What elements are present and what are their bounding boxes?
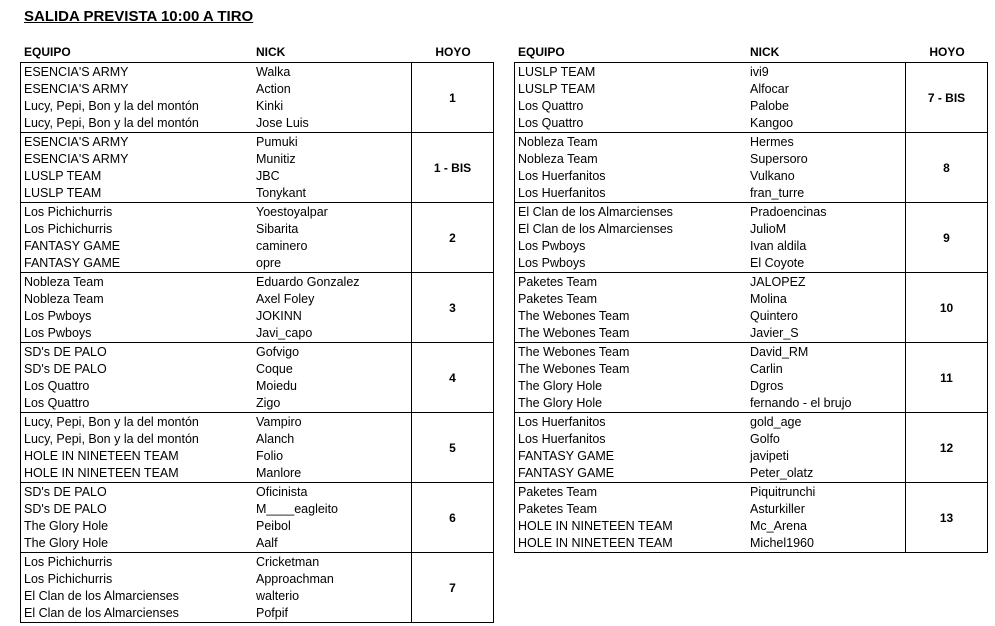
hole-number: 10	[939, 300, 954, 315]
player-row	[21, 98, 411, 115]
hole-number: 2	[449, 230, 456, 245]
team-name: Lucy, Pepi, Bon y la del montón	[24, 116, 199, 130]
player-nick: Javi_capo	[256, 326, 313, 340]
team-name: SD's DE PALO	[24, 345, 107, 359]
player-row	[515, 255, 905, 272]
player-list	[515, 483, 906, 552]
player-nick: JALOPEZ	[750, 275, 806, 289]
team-name: Los Quattro	[24, 396, 90, 410]
player-list	[515, 203, 906, 272]
player-nick: Asturkiller	[750, 502, 805, 516]
player-nick: Alanch	[256, 432, 295, 446]
team-name: The Webones Team	[518, 326, 630, 340]
hole-number: 5	[449, 440, 456, 455]
team-name: LUSLP TEAM	[24, 186, 102, 200]
player-row	[21, 81, 411, 98]
player-row	[21, 361, 411, 378]
team-name: El Clan de los Almarcienses	[24, 589, 179, 603]
player-row	[21, 221, 411, 238]
player-nick: Eduardo Gonzalez	[256, 275, 360, 289]
team-name: FANTASY GAME	[518, 466, 615, 480]
player-nick: Michel1960	[750, 536, 814, 550]
team-name: Nobleza Team	[518, 135, 598, 149]
player-row	[515, 81, 905, 98]
player-nick: Vulkano	[750, 169, 795, 183]
player-nick: M____eagleito	[256, 502, 339, 516]
player-nick: El Coyote	[750, 256, 805, 270]
team-name: Nobleza Team	[518, 152, 598, 166]
player-row	[21, 571, 411, 588]
player-row	[515, 134, 905, 151]
player-nick: Pofpif	[256, 606, 288, 620]
player-nick: fernando - el brujo	[750, 396, 852, 410]
team-name: HOLE IN NINETEEN TEAM	[518, 536, 673, 550]
player-nick: Manlore	[256, 466, 302, 480]
player-list	[21, 483, 412, 552]
tee-group	[20, 202, 494, 273]
player-nick: Javier_S	[750, 326, 799, 340]
player-row	[515, 361, 905, 378]
player-row	[21, 134, 411, 151]
player-row	[515, 221, 905, 238]
player-row	[21, 501, 411, 518]
player-row	[21, 115, 411, 132]
player-nick: Aalf	[256, 536, 278, 550]
team-name: El Clan de los Almarcienses	[518, 222, 673, 236]
player-nick: Carlin	[750, 362, 783, 376]
team-name: HOLE IN NINETEEN TEAM	[518, 519, 673, 533]
player-list	[515, 63, 906, 132]
player-row	[21, 378, 411, 395]
player-row	[515, 185, 905, 202]
player-row	[515, 378, 905, 395]
player-row	[515, 448, 905, 465]
player-nick: javipeti	[750, 449, 789, 463]
player-row	[515, 98, 905, 115]
player-row	[515, 115, 905, 132]
player-nick: Walka	[256, 65, 291, 79]
player-nick: Mc_Arena	[750, 519, 807, 533]
team-name: FANTASY GAME	[518, 449, 615, 463]
player-nick: Gofvigo	[256, 345, 300, 359]
player-row	[21, 204, 411, 221]
team-name: El Clan de los Almarcienses	[24, 606, 179, 620]
team-name: Paketes Team	[518, 292, 597, 306]
player-row	[21, 344, 411, 361]
player-nick: JulioM	[750, 222, 787, 236]
player-nick: Hermes	[750, 135, 794, 149]
player-row	[21, 168, 411, 185]
player-nick: Golfo	[750, 432, 780, 446]
hole-number: 4	[449, 370, 456, 385]
team-name: Paketes Team	[518, 502, 597, 516]
team-name: HOLE IN NINETEEN TEAM	[24, 466, 179, 480]
player-row	[21, 274, 411, 291]
player-row	[21, 465, 411, 482]
team-name: Los Pichichurris	[24, 205, 113, 219]
team-name: Los Quattro	[518, 99, 584, 113]
player-nick: Piquitrunchi	[750, 485, 816, 499]
player-nick: David_RM	[750, 345, 809, 359]
player-nick: Moiedu	[256, 379, 297, 393]
right-column	[514, 45, 988, 553]
player-row	[515, 291, 905, 308]
player-nick: Oficinista	[256, 485, 308, 499]
team-name: Los Pichichurris	[24, 222, 113, 236]
header-hole: HOYO	[929, 45, 965, 59]
player-nick: Coque	[256, 362, 293, 376]
team-name: LUSLP TEAM	[24, 169, 102, 183]
page-title: SALIDA PREVISTA 10:00 A TIRO	[24, 8, 254, 25]
team-name: LUSLP TEAM	[518, 65, 596, 79]
team-name: Los Pichichurris	[24, 572, 113, 586]
hole-number: 8	[943, 160, 950, 175]
player-nick: Palobe	[750, 99, 789, 113]
team-name: Paketes Team	[518, 485, 597, 499]
player-nick: JOKINN	[256, 309, 302, 323]
player-row	[21, 325, 411, 342]
player-row	[21, 605, 411, 622]
player-nick: Axel Foley	[256, 292, 315, 306]
team-name: Los Huerfanitos	[518, 169, 606, 183]
team-name: Lucy, Pepi, Bon y la del montón	[24, 432, 199, 446]
group-list	[20, 62, 494, 623]
player-nick: Vampiro	[256, 415, 302, 429]
hole-number: 1	[449, 90, 456, 105]
player-nick: Kinki	[256, 99, 284, 113]
tee-group	[514, 482, 988, 553]
player-nick: Peter_olatz	[750, 466, 814, 480]
player-row	[515, 274, 905, 291]
player-nick: Dgros	[750, 379, 784, 393]
group-list	[514, 62, 988, 553]
player-row	[21, 588, 411, 605]
player-list	[21, 133, 412, 202]
team-name: The Webones Team	[518, 309, 630, 323]
player-nick: Action	[256, 82, 291, 96]
team-name: ESENCIA'S ARMY	[24, 82, 129, 96]
tee-group	[514, 62, 988, 133]
team-name: ESENCIA'S ARMY	[24, 135, 129, 149]
player-nick: Quintero	[750, 309, 798, 323]
team-name: Los Huerfanitos	[518, 415, 606, 429]
hole-number: 3	[449, 300, 456, 315]
team-name: Los Huerfanitos	[518, 432, 606, 446]
hole-number: 12	[939, 440, 954, 455]
player-row	[515, 64, 905, 81]
player-row	[21, 291, 411, 308]
hole-number: 6	[449, 510, 456, 525]
team-name: The Glory Hole	[24, 519, 109, 533]
player-nick: Yoestoyalpar	[256, 205, 328, 219]
team-name: Nobleza Team	[24, 275, 104, 289]
player-row	[21, 535, 411, 552]
team-name: Los Pichichurris	[24, 555, 113, 569]
column-headers	[20, 45, 494, 62]
player-list	[21, 413, 412, 482]
team-name: Lucy, Pepi, Bon y la del montón	[24, 415, 199, 429]
player-row	[515, 465, 905, 482]
team-name: LUSLP TEAM	[518, 82, 596, 96]
team-name: FANTASY GAME	[24, 256, 121, 270]
header-team: EQUIPO	[24, 45, 71, 59]
tee-group	[20, 272, 494, 343]
tee-group	[20, 132, 494, 203]
team-name: The Webones Team	[518, 362, 630, 376]
player-list	[21, 203, 412, 272]
player-row	[21, 518, 411, 535]
player-nick: Tonykant	[256, 186, 307, 200]
player-row	[21, 431, 411, 448]
player-list	[515, 133, 906, 202]
player-row	[515, 151, 905, 168]
player-row	[515, 344, 905, 361]
player-row	[21, 554, 411, 571]
team-name: Los Pwboys	[518, 239, 586, 253]
player-nick: Munitiz	[256, 152, 296, 166]
hole-number: 1 - BIS	[433, 160, 472, 175]
tee-group	[20, 342, 494, 413]
player-nick: Sibarita	[256, 222, 299, 236]
player-row	[515, 238, 905, 255]
player-row	[515, 395, 905, 412]
hole-number: 13	[939, 510, 954, 525]
tee-group	[20, 412, 494, 483]
player-nick: Pradoencinas	[750, 205, 827, 219]
team-name: Los Pwboys	[24, 309, 92, 323]
tee-group	[20, 482, 494, 553]
player-nick: Approachman	[256, 572, 334, 586]
team-name: El Clan de los Almarcienses	[518, 205, 673, 219]
team-name: The Glory Hole	[518, 379, 603, 393]
player-row	[21, 255, 411, 272]
player-list	[21, 553, 412, 622]
player-row	[21, 414, 411, 431]
hole-number: 7 - BIS	[927, 90, 966, 105]
player-row	[21, 185, 411, 202]
player-list	[21, 63, 412, 132]
team-name: Los Pwboys	[24, 326, 92, 340]
team-name: Los Pwboys	[518, 256, 586, 270]
tee-group	[514, 412, 988, 483]
player-row	[515, 535, 905, 552]
player-nick: Jose Luis	[256, 116, 309, 130]
player-row	[515, 414, 905, 431]
player-row	[21, 395, 411, 412]
player-row	[515, 325, 905, 342]
player-nick: Zigo	[256, 396, 281, 410]
player-list	[515, 273, 906, 342]
team-name: ESENCIA'S ARMY	[24, 65, 129, 79]
player-row	[515, 204, 905, 221]
team-name: Los Quattro	[24, 379, 90, 393]
player-list	[21, 273, 412, 342]
team-name: ESENCIA'S ARMY	[24, 152, 129, 166]
team-name: Paketes Team	[518, 275, 597, 289]
player-list	[515, 343, 906, 412]
player-row	[21, 64, 411, 81]
team-name: The Glory Hole	[24, 536, 109, 550]
left-column	[20, 45, 494, 623]
player-row	[21, 448, 411, 465]
team-name: SD's DE PALO	[24, 502, 107, 516]
team-name: Nobleza Team	[24, 292, 104, 306]
column-headers	[514, 45, 988, 62]
player-nick: ivi9	[750, 65, 769, 79]
player-row	[21, 484, 411, 501]
player-row	[515, 484, 905, 501]
player-row	[515, 518, 905, 535]
player-row	[21, 151, 411, 168]
team-name: SD's DE PALO	[24, 485, 107, 499]
player-row	[21, 308, 411, 325]
player-nick: Alfocar	[750, 82, 789, 96]
team-name: SD's DE PALO	[24, 362, 107, 376]
player-row	[21, 238, 411, 255]
player-nick: Pumuki	[256, 135, 298, 149]
player-nick: Cricketman	[256, 555, 320, 569]
player-row	[515, 501, 905, 518]
hole-number: 9	[943, 230, 950, 245]
player-row	[515, 431, 905, 448]
player-row	[515, 168, 905, 185]
tee-group	[514, 342, 988, 413]
player-nick: Kangoo	[750, 116, 794, 130]
tee-group	[514, 202, 988, 273]
player-list	[21, 343, 412, 412]
player-list	[515, 413, 906, 482]
player-nick: fran_turre	[750, 186, 805, 200]
tee-group	[514, 272, 988, 343]
team-name: Los Quattro	[518, 116, 584, 130]
tee-group	[514, 132, 988, 203]
player-nick: gold_age	[750, 415, 802, 429]
tee-group	[20, 552, 494, 623]
hole-number: 7	[449, 580, 456, 595]
player-nick: Supersoro	[750, 152, 808, 166]
header-nick: NICK	[256, 45, 286, 59]
team-name: HOLE IN NINETEEN TEAM	[24, 449, 179, 463]
tee-group	[20, 62, 494, 133]
team-name: FANTASY GAME	[24, 239, 121, 253]
player-nick: Molina	[750, 292, 787, 306]
player-nick: walterio	[256, 589, 300, 603]
team-name: The Webones Team	[518, 345, 630, 359]
team-name: Los Huerfanitos	[518, 186, 606, 200]
hole-number: 11	[940, 370, 953, 385]
header-nick: NICK	[750, 45, 780, 59]
player-nick: opre	[256, 256, 282, 270]
header-team: EQUIPO	[518, 45, 565, 59]
player-nick: Ivan aldila	[750, 239, 807, 253]
team-name: The Glory Hole	[518, 396, 603, 410]
header-hole: HOYO	[435, 45, 471, 59]
player-row	[515, 308, 905, 325]
player-nick: Peibol	[256, 519, 291, 533]
player-nick: Folio	[256, 449, 284, 463]
player-nick: JBC	[256, 169, 280, 183]
team-name: Lucy, Pepi, Bon y la del montón	[24, 99, 199, 113]
player-nick: caminero	[256, 239, 308, 253]
